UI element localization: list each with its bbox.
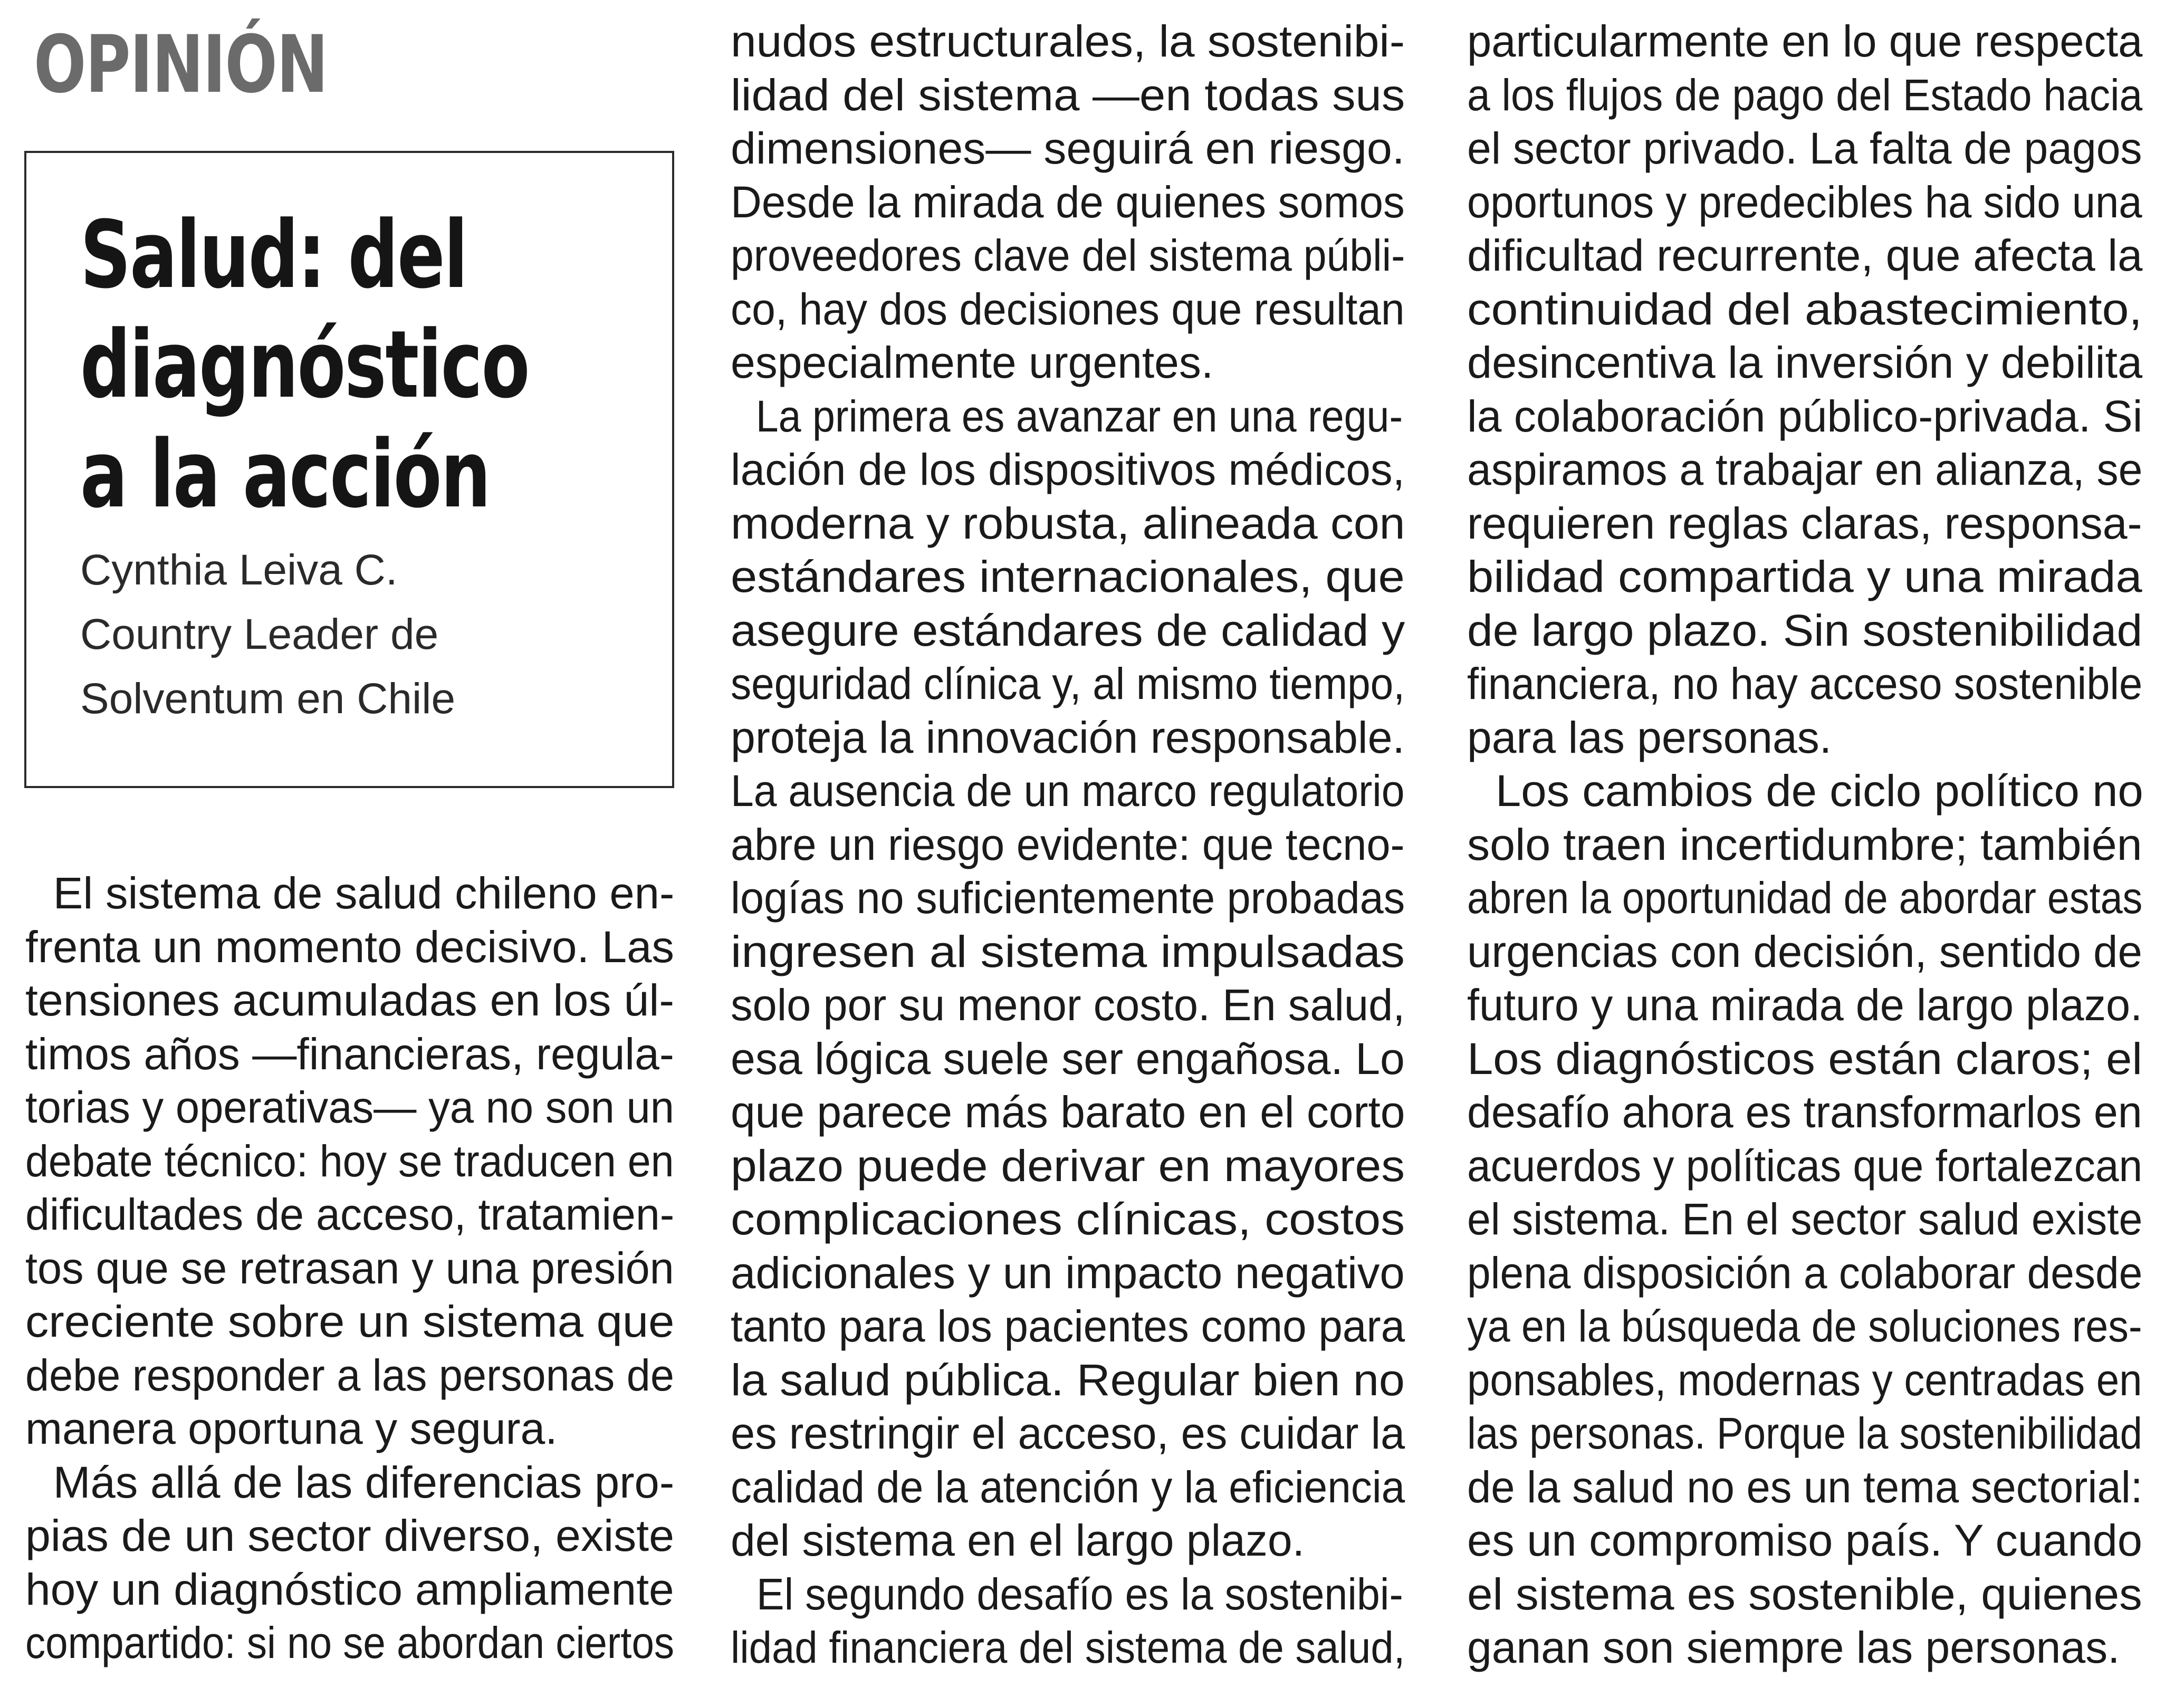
text-line: adicionales y un impacto negativo: [731, 1248, 1405, 1298]
article-column-3: [1467, 15, 2142, 1675]
text-line: acuerdos y políticas que fortalezcan: [1467, 1140, 2143, 1191]
text-line: futuro y una mirada de largo plazo.: [1467, 980, 2143, 1030]
title-box: [24, 151, 674, 788]
text-line: dificultades de acceso, tratamien-: [25, 1190, 675, 1239]
text-line: ya en la búsqueda de soluciones res-: [1467, 1301, 2142, 1351]
text-line: estándares internacionales, que: [731, 552, 1405, 601]
text-line: Los cambios de ciclo político no: [1495, 766, 2143, 816]
text-line: de largo plazo. Sin sostenibilidad: [1467, 605, 2143, 655]
text-line: el sistema es sostenible, quienes: [1467, 1569, 2142, 1619]
text-line: lidad financiera del sistema de salud,: [731, 1623, 1405, 1672]
text-line: dimensiones— seguirá en riesgo.: [731, 123, 1405, 173]
text-line: asegure estándares de calidad y: [731, 605, 1405, 655]
text-line: la salud pública. Regular bien no: [731, 1355, 1405, 1405]
text-line: es un compromiso país. Y cuando: [1467, 1516, 2142, 1565]
text-line: frenta un momento decisivo. Las: [25, 922, 674, 972]
text-line: La ausencia de un marco regulatorio: [731, 766, 1405, 816]
paragraph: [731, 1568, 1405, 1675]
text-line: proteja la innovación responsable.: [731, 712, 1405, 762]
text-line: financiera, no hay acceso sostenible: [1467, 659, 2143, 708]
text-line: particularmente en lo que respecta: [1467, 16, 2143, 66]
paragraph: [1467, 15, 2142, 764]
author-name: Cynthia Leiva C.: [80, 546, 398, 594]
text-line: lación de los dispositivos médicos,: [731, 445, 1405, 494]
text-line: ganan son siempre las personas.: [1467, 1623, 2120, 1672]
text-line: aspiramos a trabajar en alianza, se: [1467, 445, 2143, 494]
text-line: requieren reglas claras, responsa-: [1467, 498, 2142, 548]
text-line: proveedores clave del sistema públi-: [731, 231, 1405, 280]
headline: [80, 200, 529, 530]
text-line: co, hay dos decisiones que resultan: [731, 284, 1405, 334]
text-line: plazo puede derivar en mayores: [731, 1140, 1405, 1191]
text-line: logías no suficientemente probadas: [731, 873, 1405, 923]
author-company: Solventum en Chile: [80, 675, 456, 723]
text-line: ingresen al sistema impulsadas: [731, 926, 1405, 976]
text-line: esa lógica suele ser engañosa. Lo: [731, 1033, 1405, 1083]
text-line: desafío ahora es transformarlos en: [1467, 1087, 2142, 1137]
text-line: urgencias con decisión, sentido de: [1467, 926, 2142, 976]
paragraph: [1467, 764, 2142, 1675]
text-line: debe responder a las personas de: [25, 1350, 674, 1400]
text-line: lidad del sistema —en todas sus: [731, 70, 1405, 120]
text-line: torias y operativas— ya no son un: [25, 1082, 675, 1132]
text-line: abren la oportunidad de abordar estas: [1467, 873, 2143, 923]
text-line: a los flujos de pago del Estado hacia: [1467, 70, 2143, 120]
text-line: Los diagnósticos están claros; el: [1467, 1033, 2143, 1083]
article-column-1: [25, 867, 674, 1670]
text-line: oportunos y predecibles ha sido una: [1467, 177, 2142, 227]
text-line: hoy un diagnóstico ampliamente: [25, 1564, 674, 1614]
text-line: desincentiva la inversión y debilita: [1467, 338, 2143, 387]
text-line: nudos estructurales, la sostenibi-: [731, 16, 1405, 66]
headline-line: a la acción: [80, 420, 490, 529]
text-line: creciente sobre un sistema que: [25, 1297, 675, 1346]
text-line: de la salud no es un tema sectorial:: [1467, 1462, 2143, 1512]
text-line: solo traen incertidumbre; también: [1467, 819, 2142, 869]
text-line: timos años —financieras, regula-: [25, 1029, 674, 1079]
text-line: el sistema. En el sector salud existe: [1467, 1194, 2143, 1244]
text-line: calidad de la atención y la eficiencia: [731, 1462, 1405, 1512]
text-line: tos que se retrasan y una presión: [25, 1243, 674, 1293]
text-line: plena disposición a colaborar desde: [1467, 1248, 2143, 1298]
text-line: bilidad compartida y una mirada: [1467, 552, 2142, 601]
section-label: OPINIÓN: [34, 19, 328, 111]
text-line: dificultad recurrente, que afecta la: [1467, 231, 2143, 280]
text-line: continuidad del abastecimiento,: [1467, 284, 2142, 334]
text-line: pias de un sector diverso, existe: [25, 1511, 674, 1560]
author-role: Country Leader de: [80, 610, 439, 658]
headline-line: diagnóstico: [80, 311, 529, 419]
text-line: para las personas.: [1467, 712, 1832, 762]
text-line: Más allá de las diferencias pro-: [53, 1457, 675, 1507]
text-line: que parece más barato en el corto: [731, 1087, 1405, 1137]
text-line: moderna y robusta, alineada con: [731, 498, 1405, 548]
text-line: especialmente urgentes.: [731, 338, 1214, 387]
paragraph: [731, 15, 1405, 390]
article-column-2: [731, 15, 1405, 1675]
text-line: Desde la mirada de quienes somos: [731, 177, 1405, 227]
text-line: es restringir el acceso, es cuidar la: [731, 1408, 1405, 1458]
text-line: manera oportuna y segura.: [25, 1404, 558, 1453]
text-line: seguridad clínica y, al mismo tiempo,: [731, 659, 1405, 708]
text-line: del sistema en el largo plazo.: [731, 1516, 1305, 1565]
text-line: el sector privado. La falta de pagos: [1467, 123, 2142, 173]
text-line: complicaciones clínicas, costos: [731, 1194, 1405, 1244]
paragraph: [731, 390, 1405, 1568]
text-line: tanto para los pacientes como para: [731, 1301, 1405, 1351]
paragraph: [25, 867, 674, 1456]
text-line: tensiones acumuladas en los úl-: [25, 975, 675, 1025]
paragraph: [25, 1456, 674, 1670]
text-line: solo por su menor costo. En salud,: [731, 980, 1405, 1030]
text-line: compartido: si no se abordan ciertos: [25, 1618, 675, 1667]
text-line: abre un riesgo evidente: que tecno-: [731, 819, 1405, 869]
byline: [80, 538, 455, 731]
text-line: La primera es avanzar en una regu-: [755, 391, 1403, 441]
text-line: El segundo desafío es la sostenibi-: [756, 1569, 1403, 1619]
text-line: ponsables, modernas y centradas en: [1467, 1355, 2142, 1405]
text-line: la colaboración público-privada. Si: [1467, 391, 2143, 441]
text-line: El sistema de salud chileno en-: [53, 868, 675, 918]
text-line: las personas. Porque la sostenibilidad: [1467, 1408, 2142, 1458]
text-line: debate técnico: hoy se traducen en: [25, 1136, 674, 1186]
headline-line: Salud: del: [80, 201, 467, 309]
